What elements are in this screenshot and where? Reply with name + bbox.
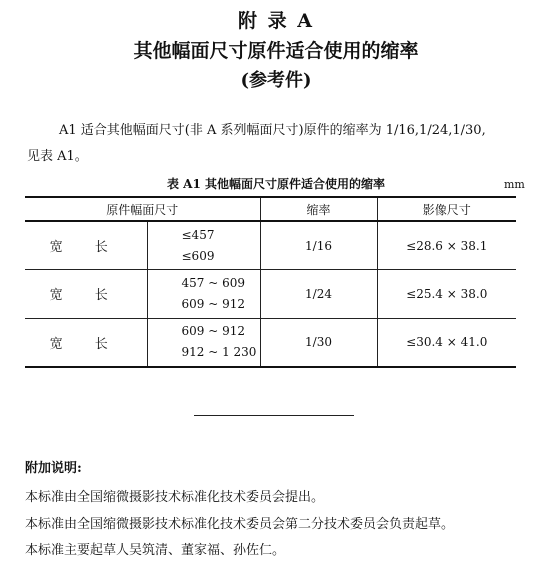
width-range: 609 ~ 912 bbox=[181, 324, 245, 339]
table-row bbox=[25, 270, 516, 318]
ratio-value: 1/16 bbox=[260, 221, 377, 270]
size-range bbox=[147, 318, 260, 367]
note-line: 本标准由全国缩微摄影技术标准化技术委员会提出。 bbox=[25, 490, 325, 505]
image-size-value: ≤30.4 × 41.0 bbox=[377, 318, 516, 367]
ratio-table bbox=[25, 196, 516, 368]
header-ratio: 缩率 bbox=[260, 197, 377, 221]
image-size-value: ≤25.4 × 38.0 bbox=[377, 270, 516, 318]
section-divider bbox=[194, 415, 354, 416]
dimension-label: 宽 长 bbox=[25, 270, 147, 318]
note-line: 本标准由全国缩微摄影技术标准化技术委员会第二分技术委员会负责起草。 bbox=[25, 517, 455, 532]
table-row bbox=[25, 318, 516, 367]
notes-heading: 附加说明: bbox=[25, 461, 82, 476]
note-line: 本标准主要起草人吴筑清、董家福、孙佐仁。 bbox=[25, 543, 286, 558]
dimension-label: 宽 长 bbox=[25, 318, 147, 367]
header-original-size: 原件幅面尺寸 bbox=[25, 197, 260, 221]
table-caption: 表 A1 其他幅面尺寸原件适合使用的缩率 bbox=[166, 177, 386, 191]
length-range: ≤609 bbox=[181, 248, 215, 263]
paragraph-line-2: 见表 A1。 bbox=[27, 149, 88, 164]
dimension-label: 宽 长 bbox=[25, 221, 147, 270]
page-title: 其他幅面尺寸原件适合使用的缩率 bbox=[133, 40, 419, 62]
width-range: 457 ~ 609 bbox=[181, 275, 245, 290]
size-range bbox=[147, 270, 260, 318]
paragraph-line-1: A1 适合其他幅面尺寸(非 A 系列幅面尺寸)原件的缩率为 1/16,1/24,1/30, bbox=[59, 123, 486, 138]
appendix-label: 附 录 A bbox=[238, 10, 314, 32]
ratio-value: 1/24 bbox=[260, 270, 377, 318]
length-range: 609 ~ 912 bbox=[181, 296, 245, 311]
page-subtitle: (参考件) bbox=[240, 70, 312, 91]
size-range bbox=[147, 221, 260, 270]
image-size-value: ≤28.6 × 38.1 bbox=[377, 221, 516, 270]
table-unit: mm bbox=[504, 178, 525, 191]
width-range: ≤457 bbox=[181, 227, 215, 242]
table-header-row bbox=[25, 197, 516, 221]
table-row bbox=[25, 221, 516, 270]
header-image-size: 影像尺寸 bbox=[377, 197, 516, 221]
ratio-value: 1/30 bbox=[260, 318, 377, 367]
length-range: 912 ~ 1 230 bbox=[181, 345, 257, 360]
